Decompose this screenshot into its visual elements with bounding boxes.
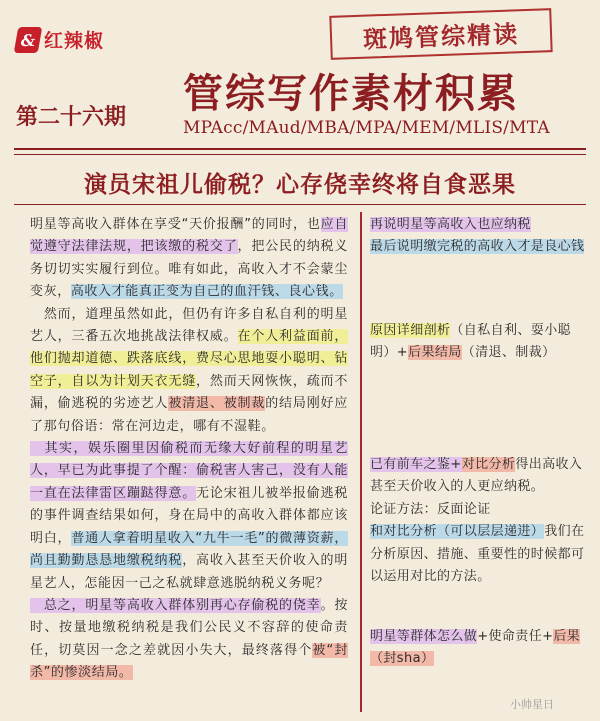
text-segment: 再说明星等高收入也应纳税 [370,217,531,232]
text-segment: （清退、制裁） [461,345,556,361]
logo-text: 红辣椒 [44,30,105,52]
text-segment: 对比分析 [461,457,516,472]
text-segment: 论证方法：反面论证 [370,501,491,517]
text-segment: +使命责任+ [477,629,554,644]
text-segment: （自私自利、耍小聪明）+ [370,323,572,361]
text-segment: 然而，道理虽然如此，但仍有许多自私自利的明星艺人，三番五次地挑战法律权威。 [30,306,348,345]
headline-rule [14,204,586,205]
paragraph-4 [30,595,348,685]
text-segment: ，高收入甚至天价收入的明星艺人，怎能因一己之私就肆意逃脱纳税义务呢？ [30,553,348,591]
annotation-1 [370,214,584,259]
header-rule [14,148,586,150]
text-segment: 应自觉遵守法律法规，把该缴的税交了 [30,217,349,255]
watermark: 小帅星日 [510,698,554,711]
text-segment: 后果（封sha） [370,629,581,667]
text-segment: 普通人拿着明星收入“九牛一毛”的微薄资薪，尚且勤勤恳恳地缴税纳税 [30,530,348,569]
header [0,0,600,152]
text-segment: 无论宋祖儿被举报偷逃税的事件调查结果如何，身在局中的高收入群体都应该明白， [30,485,348,546]
text-segment: 和对比分析（可以层层递进） [370,524,545,540]
text-segment: 我们在分析原因、措施、重要性的时候都可以运用对比的方法。 [370,524,585,585]
column-divider [360,212,362,712]
brand-logo [16,26,104,53]
text-segment: 后果结局 [408,345,462,361]
annotation-2 [370,320,590,365]
chili-logo-icon: & [14,27,43,53]
text-segment: 原因详细剖析 [370,323,451,338]
paragraph-2 [30,304,348,438]
title-stamp: 斑鸠管综精读 [329,8,552,60]
text-segment: 高收入才能真正变为自己的血汗钱、良心钱。 [70,284,343,300]
text-segment: 被清退、被制裁 [168,396,266,412]
text-segment: 明星等高收入群体在享受“天价报酬”的同时，也 [30,217,321,232]
paragraph-3 [30,438,348,595]
issue-number: 第二十六期 [16,104,127,130]
text-segment: 总之，明星等高收入群体别再心存偷税的侥幸 [30,597,321,613]
text-segment: ，把公民的纳税义务切切实实履行到位。唯有如此，高收入才不会蒙尘变灰， [30,239,348,300]
page-title: 管综写作素材积累 [183,70,519,117]
text-segment: 得出高收入甚至天价收入的人更应纳税。 [370,457,583,495]
text-segment: 在个人利益面前，他们抛却道德、跌落底线，费尽心思地耍小聪明、钻空子，自以为计划天衣无缝 [30,329,348,389]
program-list: MPAcc/MAud/MBA/MPA/MEM/MLIS/MTA [183,118,550,138]
text-segment: 其实，娱乐圈里因偷税而无缘大好前程的明星艺人，早已为此事提了个醒：偷税害人害己，没有人能一直在法律雷区蹦跶得意。 [30,441,348,501]
annotation-4 [370,626,590,671]
annotation-3 [370,454,590,588]
header-rule-thin [14,154,586,155]
text-segment: 。按时、按量地缴税纳税是我们公民义不容辞的使命责任，切莫因一念之差就因小失大，最终落得个 [30,597,348,658]
text-segment: 已有前车之鉴+ [370,457,462,472]
text-segment: 被“封杀”的惨淡结局。 [30,642,348,681]
text-segment: 的结局刚好应了那句俗语：常在河边走，哪有不湿鞋。 [30,396,348,434]
text-segment: 明星等群体怎么做 [370,629,478,644]
text-segment: ，然而天网恢恢，疏而不漏，偷逃税的劣迹艺人 [30,373,348,412]
article-headline: 演员宋祖儿偷税？心存侥幸终将自食恶果 [84,171,516,198]
article-body [30,214,348,685]
text-segment: 最后说明缴完税的高收入才是良心钱 [370,239,585,255]
paragraph-1 [30,214,348,304]
